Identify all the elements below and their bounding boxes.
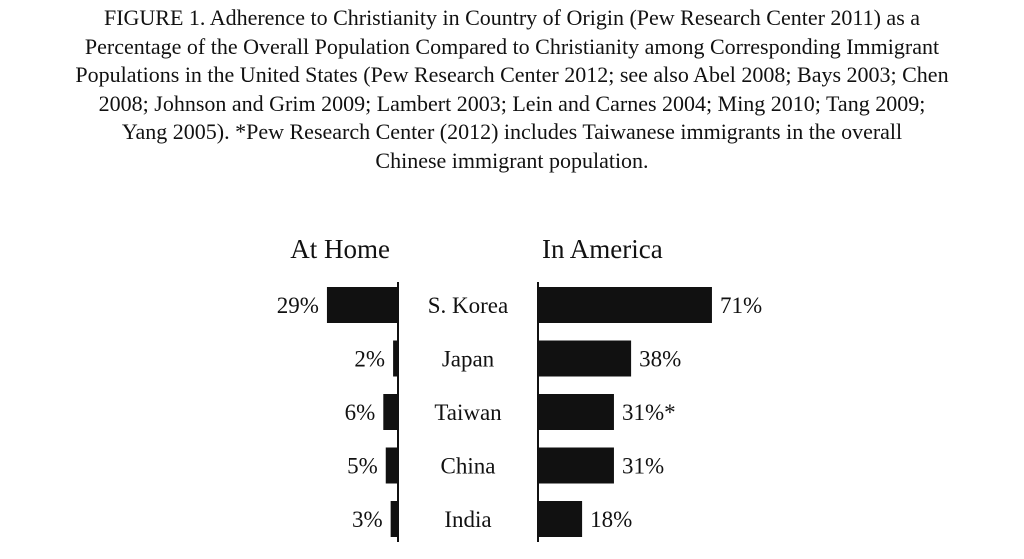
value-label-at-home-taiwan: 6% [344, 400, 376, 425]
bar-in-america-india [538, 501, 582, 537]
value-label-in-america-s-korea: 71% [719, 293, 763, 318]
bar-at-home-india [391, 501, 398, 537]
caption-line-2: Percentage of the Overall Population Compared to Christianity among Corresponding Immigrant [84, 33, 940, 59]
category-label-s-korea: S. Korea [427, 293, 509, 318]
bar-in-america-japan [538, 341, 631, 377]
bar-in-america-s-korea [538, 287, 712, 323]
category-label-india: India [444, 507, 492, 532]
bar-at-home-japan [393, 341, 398, 377]
value-label-at-home-japan: 2% [354, 346, 386, 372]
bar-at-home-china [386, 448, 398, 484]
category-label-china: China [440, 453, 496, 479]
value-label-in-america-india: 18% [590, 507, 633, 532]
bar-at-home-taiwan [383, 394, 398, 430]
caption-line-6: Chinese immigrant population. [375, 147, 649, 173]
caption-line-5: Yang 2005). *Pew Research Center (2012) includes Taiwanese immigrants in the overall [121, 119, 903, 144]
bar-in-america-china [538, 448, 614, 484]
bar-at-home-s-korea [327, 287, 398, 323]
value-label-in-america-japan: 38% [639, 346, 682, 372]
caption-line-4: 2008; Johnson and Grim 2009; Lambert 2003; Lein and Carnes 2004; Ming 2010; Tang 2009; [98, 90, 926, 116]
header-at-home: At Home [290, 234, 390, 264]
value-label-in-america-taiwan: 31%* [621, 400, 676, 425]
category-label-taiwan: Taiwan [434, 400, 502, 425]
caption-line-1: FIGURE 1. Adherence to Christianity in Country of Origin (Pew Research Center 2011) as a [103, 5, 921, 30]
header-in-america: In America [542, 234, 663, 264]
caption-line-3: Populations in the United States (Pew Research Center 2012; see also Abel 2008; Bays 2003; Chen [75, 62, 949, 87]
bar-in-america-taiwan [538, 394, 614, 430]
value-label-at-home-s-korea: 29% [276, 293, 319, 318]
value-label-in-america-china: 31% [621, 453, 665, 479]
value-label-at-home-china: 5% [347, 453, 378, 479]
value-label-at-home-india: 3% [351, 507, 383, 532]
category-label-japan: Japan [441, 346, 495, 372]
